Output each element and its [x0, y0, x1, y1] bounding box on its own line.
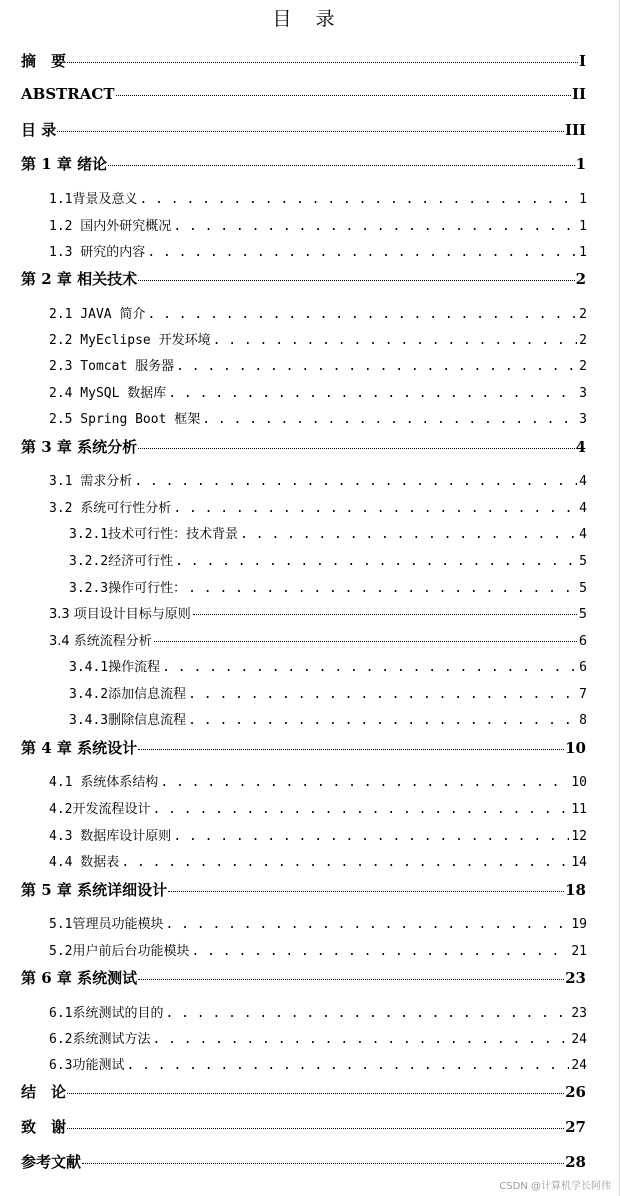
toc-entry-4-3[interactable] [49, 825, 587, 844]
toc-leader [160, 775, 569, 790]
toc-entry-2-4[interactable] [49, 382, 587, 401]
toc-leader [191, 944, 569, 959]
toc-entry-2-2[interactable] [49, 329, 587, 348]
toc-page-number: 12 [571, 829, 587, 844]
toc-entry-4-2[interactable] [49, 798, 587, 817]
toc-page-number: 5 [579, 581, 587, 596]
toc-leader [165, 1006, 569, 1021]
toc-entry-conclusion[interactable] [21, 1081, 586, 1102]
toc-leader [193, 614, 577, 615]
toc-entry-abstract-cn[interactable] [21, 50, 586, 71]
toc-entry-label: 4.3 数据库设计原则 [49, 829, 172, 844]
toc-page-number: III [564, 121, 586, 139]
toc-leader [67, 1093, 564, 1094]
toc-entry-label: 5.2用户前后台功能模块 [49, 944, 190, 959]
toc-leader [82, 1163, 564, 1164]
toc-leader [165, 917, 569, 932]
toc-entry-label: 第 5 章 系统详细设计 [21, 881, 168, 899]
toc-entry-label: 3.1 需求分析 [49, 474, 133, 489]
toc-page-number: 2 [579, 307, 587, 322]
toc-leader [67, 1128, 564, 1129]
toc-entry-4-4[interactable] [49, 851, 587, 870]
toc-entry-3-2-2[interactable] [69, 550, 587, 569]
toc-page-number: 10 [565, 739, 586, 757]
toc-entry-1-3[interactable] [49, 241, 587, 260]
toc-entry-label: 3.2.1技术可行性：技术背景 [69, 527, 239, 542]
toc-entry-label: 3.3 项目设计目标与原则 [49, 607, 191, 622]
toc-page-number: 5 [579, 554, 587, 569]
toc-entry-label: 3.4 系统流程分析 [49, 634, 152, 649]
toc-entry-label: 3.2.2经济可行性 [69, 554, 174, 569]
toc-entry-label: 6.1系统测试的目的 [49, 1006, 164, 1021]
toc-page-number: 1 [575, 155, 586, 173]
toc-leader [168, 386, 577, 401]
toc-entry-3-3[interactable] [49, 603, 587, 622]
toc-leader [138, 979, 564, 980]
toc-page-number: 18 [565, 881, 586, 899]
toc-leader [173, 501, 577, 516]
toc-entry-label: 3.2 系统可行性分析 [49, 501, 172, 516]
toc-entry-label: 第 4 章 系统设计 [21, 739, 138, 757]
toc-entry-label: 2.2 MyEclipse 开发环境 [49, 333, 211, 348]
toc-page-number: I [578, 52, 586, 70]
toc-leader [138, 749, 564, 750]
toc-entry-label: 3.4.3删除信息流程 [69, 713, 187, 728]
toc-page-number: 4 [579, 501, 587, 516]
toc-leader [173, 219, 577, 234]
toc-leader [173, 829, 569, 844]
toc-leader [162, 660, 577, 675]
toc-leader [57, 131, 564, 132]
toc-leader [154, 641, 577, 642]
toc-entry-contents[interactable] [21, 119, 586, 140]
toc-entry-label: 第 3 章 系统分析 [21, 438, 138, 456]
toc-page-number: 19 [571, 917, 587, 932]
toc-leader [134, 474, 577, 489]
toc-entry-3-2[interactable] [49, 497, 587, 516]
toc-page-number: II [571, 85, 586, 103]
toc-leader [126, 1058, 569, 1073]
toc-page-number: 1 [579, 245, 587, 260]
toc-entry-chapter-2[interactable] [21, 268, 586, 289]
toc-entry-label: 1.2 国内外研究概况 [49, 219, 172, 234]
toc-entry-label: 摘 要 [21, 52, 67, 70]
toc-page-number: 6 [578, 634, 587, 649]
toc-entry-6-3[interactable] [49, 1054, 587, 1073]
toc-page-number: 11 [571, 802, 587, 817]
toc-entry-2-3[interactable] [49, 355, 587, 374]
toc-leader [147, 307, 577, 322]
toc-page-number: 2 [575, 270, 586, 288]
toc-entry-3-4-3[interactable] [69, 709, 587, 728]
toc-page-number: 24 [571, 1032, 587, 1047]
toc-leader [116, 95, 571, 96]
toc-page-number: 8 [579, 713, 587, 728]
toc-page-number: 23 [571, 1006, 587, 1021]
toc-page-number: 27 [565, 1118, 586, 1136]
toc-leader [139, 192, 577, 207]
toc-entry-chapter-1[interactable] [21, 153, 586, 174]
toc-entry-6-1[interactable] [49, 1002, 587, 1021]
toc-entry-2-1[interactable] [49, 303, 587, 322]
toc-page-number: 3 [579, 412, 587, 427]
toc-entry-references[interactable] [21, 1151, 586, 1172]
toc-leader [108, 165, 574, 166]
toc-entry-label: 结 论 [21, 1083, 67, 1101]
toc-leader [67, 62, 578, 63]
toc-entry-chapter-4[interactable] [21, 737, 586, 758]
toc-entry-label: 参考文献 [21, 1153, 82, 1171]
toc-leader [121, 855, 569, 870]
toc-page-number: 4 [579, 527, 587, 542]
toc-entry-label: 致 谢 [21, 1118, 67, 1136]
toc-entry-label: 2.3 Tomcat 服务器 [49, 359, 175, 374]
toc-page-number: 26 [565, 1083, 586, 1101]
toc-entry-abstract-en[interactable] [21, 85, 586, 103]
toc-leader [175, 554, 577, 569]
toc-page-number: 14 [571, 855, 587, 870]
toc-entry-chapter-3[interactable] [21, 436, 586, 457]
toc-leader [168, 891, 564, 892]
toc-page-number: 7 [579, 687, 587, 702]
toc-entry-label: 2.1 JAVA 简介 [49, 307, 146, 322]
toc-entry-label: 6.2系统测试方法 [49, 1032, 151, 1047]
toc-entry-label: 4.1 系统体系结构 [49, 775, 159, 790]
toc-page-number: 4 [579, 474, 587, 489]
toc-entry-3-2-3[interactable] [69, 577, 587, 596]
toc-page-number: 6 [579, 660, 587, 675]
toc-entry-label: 第 1 章 绪论 [21, 155, 108, 173]
toc-entry-chapter-5[interactable] [21, 879, 586, 900]
toc-entry-3-1[interactable] [49, 470, 587, 489]
toc-entry-label: 1.1背景及意义 [49, 192, 138, 207]
toc-entry-label: 3.2.3操作可行性： [69, 581, 187, 596]
toc-entry-label: 4.4 数据表 [49, 855, 120, 870]
toc-entry-label: 5.1管理员功能模块 [49, 917, 164, 932]
toc-entry-label: 6.3功能测试 [49, 1058, 125, 1073]
toc-entry-4-1[interactable] [49, 771, 587, 790]
toc-entry-3-4-2[interactable] [69, 683, 587, 702]
toc-entry-1-2[interactable] [49, 215, 587, 234]
toc-entry-label: 1.3 研究的内容 [49, 245, 146, 260]
toc-leader [213, 333, 578, 348]
toc-page-number: 2 [579, 333, 587, 348]
toc-page-number: 24 [571, 1058, 587, 1073]
toc-page-number: 2 [579, 359, 587, 374]
toc-entry-acknowledgements[interactable] [21, 1116, 586, 1137]
toc-leader [152, 802, 569, 817]
page-title: 目 录 [272, 8, 344, 30]
toc-page-number: 28 [565, 1153, 586, 1171]
toc-leader [240, 527, 577, 542]
csdn-watermark: CSDN @计算机学长阿伟 [499, 1181, 611, 1192]
toc-leader [202, 412, 577, 427]
toc-entry-3-4[interactable] [49, 630, 587, 649]
toc-entry-chapter-6[interactable] [21, 967, 586, 988]
toc-entry-2-5[interactable] [49, 408, 587, 427]
toc-leader [138, 280, 574, 281]
toc-entry-5-2[interactable] [49, 940, 587, 959]
toc-entry-1-1[interactable] [49, 188, 587, 207]
toc-leader [188, 687, 577, 702]
toc-entry-label: 3.4.1操作流程 [69, 660, 161, 675]
toc-page-number: 10 [571, 775, 587, 790]
toc-leader [138, 448, 574, 449]
toc-leader [188, 713, 577, 728]
toc-page-number: 4 [575, 438, 586, 456]
toc-entry-label: 4.2开发流程设计 [49, 802, 151, 817]
toc-entry-3-2-1[interactable] [69, 523, 587, 542]
toc-entry-label: ABSTRACT [21, 85, 115, 103]
toc-leader [188, 581, 577, 596]
toc-page-number: 5 [578, 607, 587, 622]
toc-entry-3-4-1[interactable] [69, 656, 587, 675]
toc-page-number: 1 [579, 192, 587, 207]
toc-entry-6-2[interactable] [49, 1028, 587, 1047]
toc-page-number: 21 [571, 944, 587, 959]
toc-page-number: 3 [579, 386, 587, 401]
toc-entry-label: 目 录 [21, 121, 57, 139]
toc-entry-5-1[interactable] [49, 913, 587, 932]
toc-entry-label: 第 6 章 系统测试 [21, 969, 138, 987]
toc-leader [152, 1032, 569, 1047]
toc-leader [176, 359, 577, 374]
toc-entry-label: 第 2 章 相关技术 [21, 270, 138, 288]
toc-entry-label: 2.4 MySQL 数据库 [49, 386, 167, 401]
toc-leader [147, 245, 577, 260]
toc-page-number: 1 [579, 219, 587, 234]
toc-entry-label: 3.4.2添加信息流程 [69, 687, 187, 702]
toc-page-number: 23 [565, 969, 586, 987]
toc-entry-label: 2.5 Spring Boot 框架 [49, 412, 201, 427]
